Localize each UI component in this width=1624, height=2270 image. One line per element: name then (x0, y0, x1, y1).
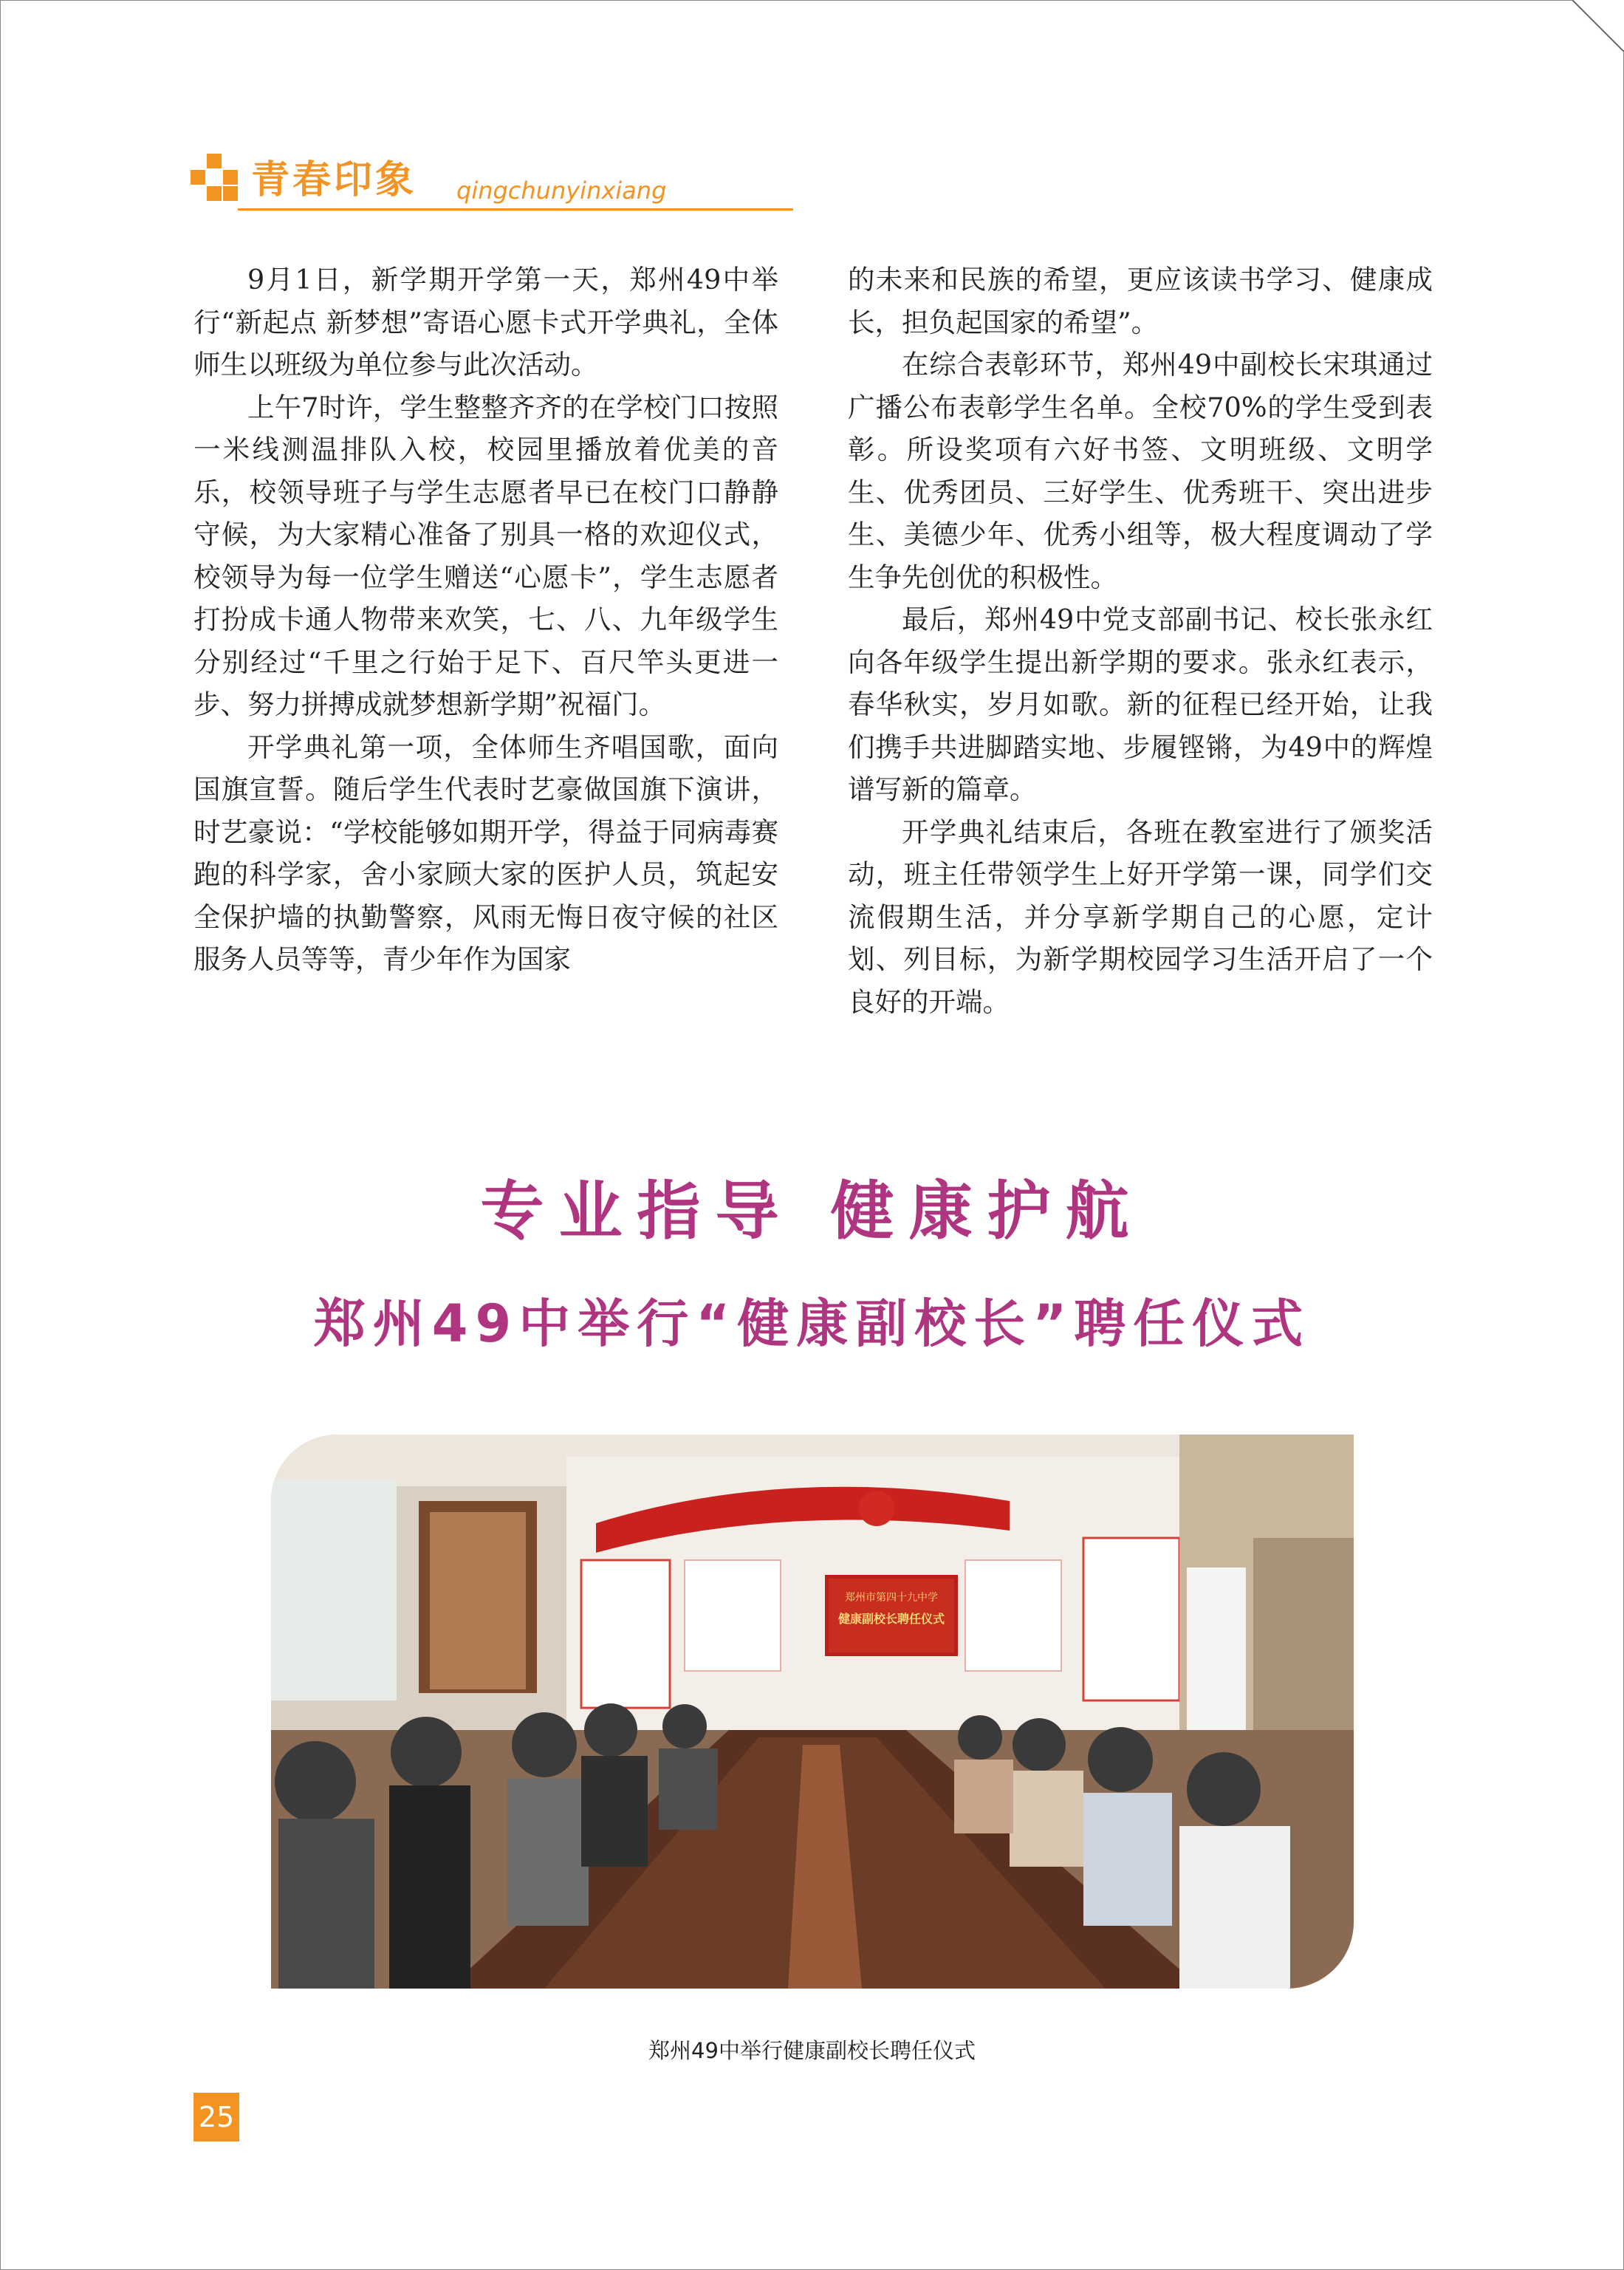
ceremony-photo (271, 1435, 1354, 1989)
photo-caption: 郑州49中举行健康副校长聘任仪式 (648, 2038, 976, 2063)
article-paragraph: 在综合表彰环节，郑州49中副校长宋琪通过广播公布表彰学生名单。全校70%的学生受到表彰。所设奖项有六好书签、文明班级、文明学生、优秀团员、三好学生、优秀班干、突出进步生、美德少年、优秀小组等，极大程度调动了学生争先创优的积极性。 (848, 349, 1433, 593)
article-left-column (193, 259, 778, 981)
photo-screen-line-1: 郑州市第四十九中学 (845, 1592, 938, 1604)
header-divider (238, 208, 793, 211)
article-paragraph: 开学典礼结束后，各班在教室进行了颁奖活动，班主任带领学生上好开学第一课，同学们交流假期生活，并分享新学期自己的心愿，定计划、列目标，为新学期校园学习生活开启了一个良好的开端。 (848, 816, 1433, 1018)
article-paragraph: 9月1日，新学期开学第一天，郑州49中举行“新起点 新梦想”寄语心愿卡式开学典礼，全体师生以班级为单位参与此次活动。 (193, 264, 778, 380)
article-paragraph: 开学典礼第一项，全体师生齐唱国歌，面向国旗宣誓。随后学生代表时艺豪做国旗下演讲，时艺豪说：“学校能够如期开学，得益于同病毒赛跑的科学家，舍小家顾大家的医护人员，筑起安全保护墙的执勤警察，风雨无悔日夜守候的社区服务人员等等，青少年作为国家 (193, 731, 778, 975)
section-title: 青春印象 (251, 158, 417, 202)
photo-banner-slogan-right: 不忘初心 (906, 1497, 990, 1521)
section-logo-icon (191, 154, 238, 201)
article-paragraph-continuation: 的未来和民族的希望，更应该读书学习、健康成长，担负起国家的希望”。 (848, 264, 1433, 338)
article-right-column (848, 259, 1433, 1023)
page-number: 25 (193, 2093, 239, 2141)
section-pinyin: qingchunyinxiang (456, 177, 667, 205)
photo-banner-slogan-left: 牢记使命 (729, 1497, 812, 1521)
article-paragraph: 最后，郑州49中党支部副书记、校长张永红向各年级学生提出新学期的要求。张永红表示，春华秋实，岁月如歌。新的征程已经开始，让我们携手共进脚踏实地、步履铿锵，为49中的辉煌谱写新的篇章。 (848, 604, 1433, 805)
feature-subheadline: 郑州49中举行“健康副校长”聘任仪式 (313, 1293, 1311, 1354)
photo-screen-line-2: 健康副校长聘任仪式 (837, 1612, 945, 1626)
feature-headline: 专业指导 健康护航 (480, 1175, 1144, 1248)
article-paragraph: 上午7时许，学生整整齐齐的在学校门口按照一米线测温排队入校，校园里播放着优美的音乐，校领导班子与学生志愿者早已在校门口静静守候，为大家精心准备了别具一格的欢迎仪式，校领导为每一位学生赠送“心愿卡”，学生志愿者打扮成卡通人物带来欢笑，七、八、九年级学生分别经过“千里之行始于足下、百尺竿头更进一步、努力拼搏成就梦想新学期”祝福门。 (193, 391, 778, 720)
page-corner-fold (1572, 0, 1624, 52)
